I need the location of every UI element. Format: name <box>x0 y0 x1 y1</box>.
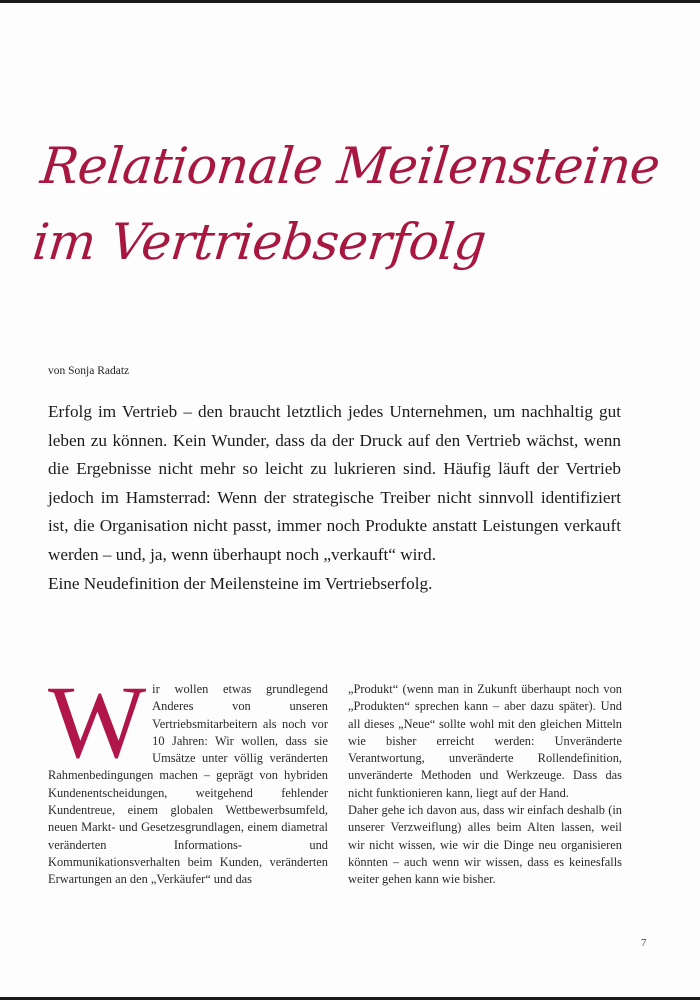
body-text-right-1: „Produkt“ (wenn man in Zukunft überhaupt noch von „Produkten“ sprechen kann – aber dazu später). Und all dieses „Neue“ sollte wohl mit den gleichen Mitteln wie bisher erreicht werden: Unveränderte Verantwortung, unveränderte Rollendefinition, unveränderte Methoden und Werkzeuge. Dass das nicht funktionieren kann, liegt auf der Hand. <box>348 682 622 800</box>
title-line-2: im Vertriebserfolg <box>29 213 489 271</box>
title-line-1: Relationale Meilensteine <box>37 137 663 195</box>
body-column-left <box>48 665 328 889</box>
drop-cap: W <box>48 665 147 780</box>
body-column-right <box>348 681 622 889</box>
author-byline: von Sonja Radatz <box>48 365 130 377</box>
lead-paragraph: Erfolg im Vertrieb – den braucht letztlich jedes Unternehmen, um nachhaltig gut leben zu können. Kein Wunder, dass da der Druck auf den Vertrieb wächst, wenn die Ergebnisse nicht mehr so leicht zu lukrieren sind. Häufig läuft der Vertrieb jedoch im Hamsterrad: Wenn der strategische Treiber nicht sinnvoll identifiziert ist, die Organisation nicht passt, immer noch Produkte anstatt Leistungen verkauft werden – und, ja, wenn überhaupt noch „verkauft“ wird. <box>48 402 621 564</box>
lead-section <box>48 398 621 598</box>
body-text-right-2: Daher gehe ich davon aus, dass wir einfach deshalb (in unserer Verzweiflung) alles beim Alten lassen, weil wir nicht wissen, wie wir die Dinge neu organisieren könnten – auch wenn wir wissen, dass es keinesfalls weiter gehen kann wie bisher. <box>348 803 622 887</box>
page-border-top <box>0 0 700 3</box>
page-number: 7 <box>641 937 647 949</box>
lead-closing: Eine Neudefinition der Meilensteine im Vertriebserfolg. <box>48 573 433 593</box>
body-text-left: ir wollen etwas grundlegend Anderes von unseren Vertriebsmitarbeitern als noch vor 10 Jahren: Wir wollen, dass sie Umsätze unter völlig veränderten Rahmenbedingungen machen – geprägt von hybriden Kundenentscheidungen, weitgehend fehlender Kundentreue, einem globalen Wettbewerbsumfeld, neuen Markt- und Gesetzesgrundlagen, einem diametral veränderten Informations- und Kommunikationsverhalten beim Kunden, veränderten Erwartungen an den „Verkäufer“ und das <box>48 682 328 887</box>
article-title <box>29 128 665 280</box>
